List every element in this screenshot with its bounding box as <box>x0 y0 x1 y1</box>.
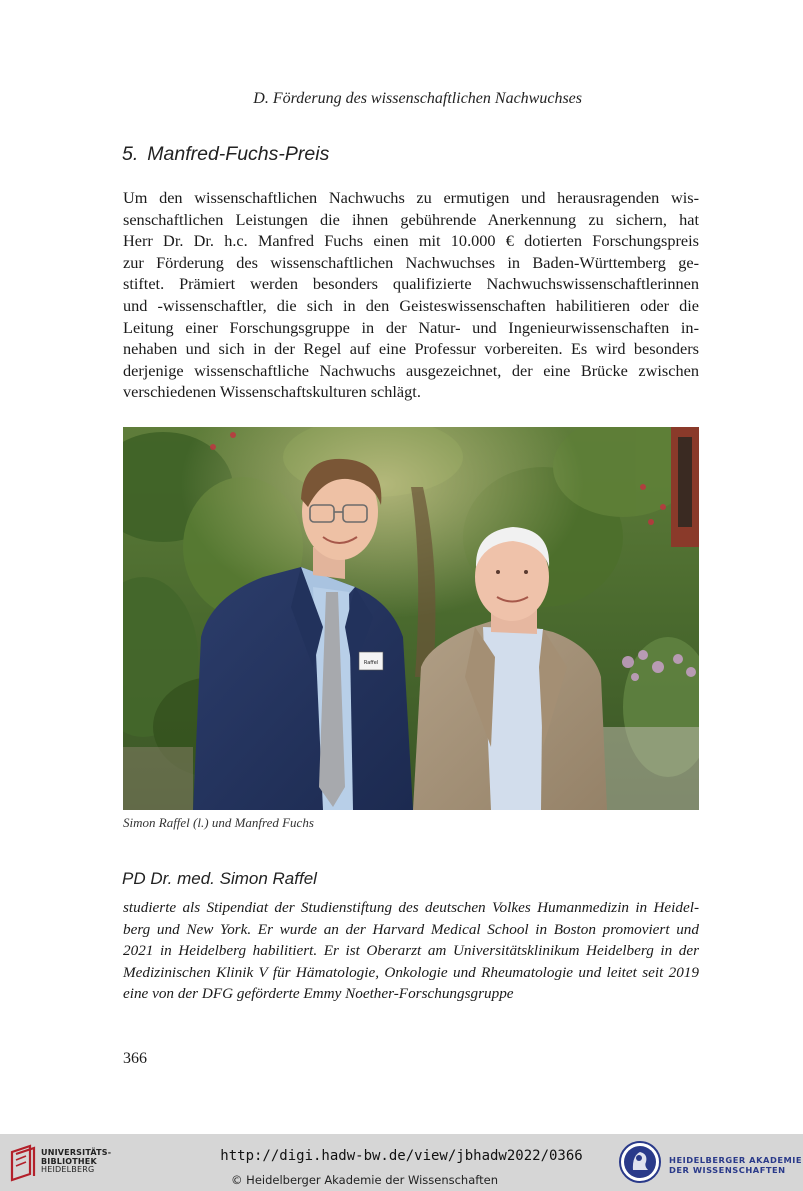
name-tag-text: Raffel <box>363 660 379 666</box>
academy-seal-icon <box>618 1140 662 1184</box>
library-logo-line: UNIVERSITÄTS- <box>41 1148 112 1157</box>
body-line: Um den wissenschaftlichen Nachwuchs zu ermutigen und herausragenden wis- <box>123 188 699 207</box>
body-line: derjenige wissenschaftliche Nachwuchs ausgezeichnet, der eine Brücke zwischen <box>123 360 699 380</box>
bio-line: berg und New York. Er wurde an der Harvard Medical School in Boston promoviert und <box>123 920 699 938</box>
library-logo-line: BIBLIOTHEK <box>41 1156 97 1166</box>
academy-logo[interactable] <box>618 1140 803 1186</box>
bio-line: Medizinischen Klinik V für Hämatologie, Onkologie und Rheumatologie und leitet seit 2019 <box>123 963 699 981</box>
body-line: verschiedenen Wissenschaftskulturen schlägt. <box>123 382 421 402</box>
academy-logo-text <box>669 1155 802 1175</box>
bio-line: studierte als Stipendiat der Studienstiftung des deutschen Volkes Humanmedizin in Heidel- <box>123 899 699 916</box>
body-line: senschaftlichen Leistungen die ihnen gebührende Anerkennung zu sichern, hat <box>123 209 699 229</box>
section-number: 5. <box>122 143 139 165</box>
page-number: 366 <box>123 1050 147 1067</box>
body-line: Herr Dr. Dr. h.c. Manfred Fuchs einen mit 10.000 € dotierten Forschungspreis <box>123 231 699 251</box>
body-line: stiftet. Prämiert werden besonders qualifizierte Nachwuchswissenschaftlerinnen <box>123 274 699 294</box>
academy-logo-line: HEIDELBERGER AKADEMIE <box>669 1155 803 1165</box>
photo-caption: Simon Raffel (l.) und Manfred Fuchs <box>123 815 314 830</box>
body-paragraph <box>123 187 699 403</box>
body-line: nehaben und sich in der Regel auf eine Professur vorbereiten. Es wird besonders <box>123 339 699 359</box>
academy-logo-line: DER WISSENSCHAFTEN <box>669 1165 786 1175</box>
permalink-url[interactable]: http://digi.hadw-bw.de/view/jbhadw2022/0366 <box>220 1148 583 1164</box>
section-title <box>122 143 329 166</box>
copyright-notice: © Heidelberger Akademie der Wissenschaften <box>231 1173 498 1187</box>
footer-bar <box>0 1134 803 1191</box>
award-photo <box>123 427 699 810</box>
body-line: Leitung einer Forschungsgruppe in der Natur- und Ingenieurwissenschaften in- <box>123 317 699 337</box>
laureate-name: PD Dr. med. Simon Raffel <box>122 869 317 888</box>
running-head: D. Förderung des wissenschaftlichen Nachwuchses <box>253 90 582 107</box>
body-line: zur Förderung des wissenschaftlichen Nachwuchses in Baden-Württemberg ge- <box>123 252 699 272</box>
laureate-bio <box>123 897 699 1005</box>
body-line: und -wissenschaftler, die sich in den Geisteswissenschaften habilitieren oder die <box>123 295 699 315</box>
library-logo-line: HEIDELBERG <box>41 1165 95 1174</box>
bio-line: eine von der DFG geförderte Emmy Noether-Forschungsgruppe <box>123 985 514 1003</box>
bio-line: 2021 in Heidelberg habilitiert. Er ist Oberarzt am Universitätsklinikum Heidelberg in der <box>123 942 699 960</box>
section-title-text: Manfred-Fuchs-Preis <box>147 143 330 165</box>
